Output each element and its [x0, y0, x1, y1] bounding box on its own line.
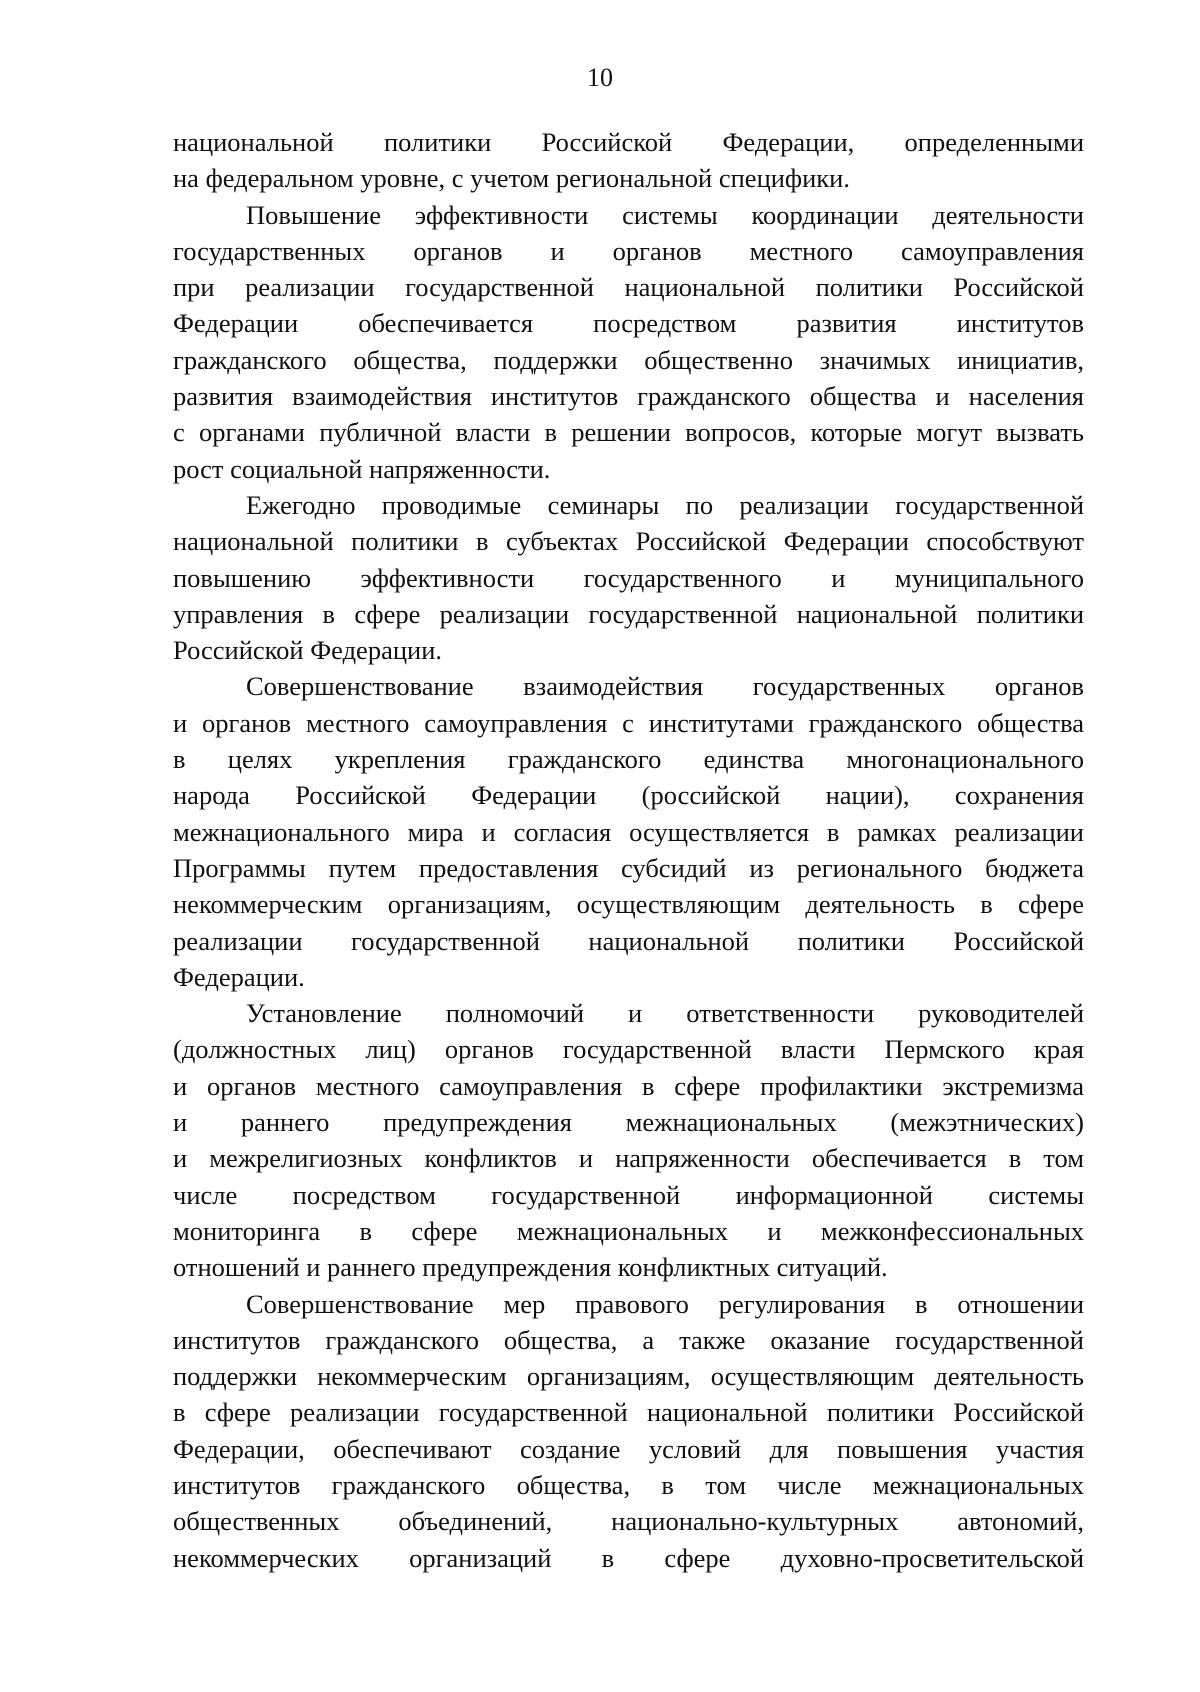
- text-line: реализации государственной национальной политики Российской: [173, 925, 1084, 956]
- document-body: [173, 124, 1084, 1576]
- text-line: Повышение эффективности системы координации деятельности: [246, 199, 1084, 230]
- page-number: 10: [587, 63, 613, 92]
- text-line: (должностных лиц) органов государственной власти Пермского края: [173, 1034, 1084, 1065]
- text-line: отношений и раннего предупреждения конфликтных ситуаций.: [173, 1252, 888, 1283]
- text-line: институтов гражданского общества, а также оказание государственной: [173, 1324, 1084, 1355]
- text-line: развития взаимодействия институтов гражданского общества и населения: [173, 381, 1084, 412]
- paragraph: [173, 995, 1084, 1285]
- text-line: Установление полномочий и ответственности руководителей: [246, 998, 1084, 1029]
- text-line: Совершенствование взаимодействия государственных органов: [246, 671, 1084, 702]
- text-line: некоммерческих организаций в сфере духовно-просветительской: [173, 1542, 1084, 1573]
- text-line: Совершенствование мер правового регулирования в отношении: [246, 1288, 1084, 1319]
- paragraph: [173, 197, 1084, 487]
- text-line: национальной политики в субъектах Российской Федерации способствуют: [173, 526, 1084, 557]
- text-line: управления в сфере реализации государственной национальной политики: [173, 598, 1084, 629]
- text-line: рост социальной напряженности.: [173, 453, 551, 484]
- paragraph: [173, 124, 1084, 197]
- paragraph: [173, 1286, 1084, 1576]
- text-line: и органов местного самоуправления с институтами гражданского общества: [173, 707, 1084, 738]
- text-line: с органами публичной власти в решении вопросов, которые могут вызвать: [173, 417, 1084, 448]
- text-line: поддержки некоммерческим организациям, осуществляющим деятельность: [173, 1361, 1084, 1392]
- text-line: Федерации, обеспечивают создание условий для повышения участия: [173, 1433, 1084, 1464]
- text-line: народа Российской Федерации (российской нации), сохранения: [173, 780, 1084, 811]
- text-line: в сфере реализации государственной национальной политики Российской: [173, 1397, 1084, 1428]
- text-line: национальной политики Российской Федерации, определенными: [173, 127, 1084, 157]
- text-line: Программы путем предоставления субсидий из регионального бюджета: [173, 852, 1084, 883]
- text-line: межнационального мира и согласия осуществляется в рамках реализации: [173, 816, 1084, 847]
- text-line: в целях укрепления гражданского единства многонационального: [173, 744, 1084, 775]
- text-line: Федерации обеспечивается посредством развития институтов: [173, 308, 1084, 339]
- text-line: на федеральном уровне, с учетом региональной специфики.: [173, 163, 850, 194]
- paragraph: [173, 487, 1084, 668]
- text-line: гражданского общества, поддержки общественно значимых инициатив,: [173, 344, 1084, 375]
- text-line: и органов местного самоуправления в сфере профилактики экстремизма: [173, 1070, 1084, 1101]
- text-line: Федерации.: [173, 961, 305, 992]
- text-line: числе посредством государственной информационной системы: [173, 1179, 1084, 1210]
- text-line: общественных объединений, национально-культурных автономий,: [173, 1506, 1084, 1537]
- text-line: государственных органов и органов местного самоуправления: [173, 235, 1084, 266]
- text-line: Ежегодно проводимые семинары по реализации государственной: [246, 489, 1084, 520]
- text-line: Российской Федерации.: [173, 635, 442, 666]
- text-line: некоммерческим организациям, осуществляющим деятельность в сфере: [173, 889, 1084, 920]
- text-line: и раннего предупреждения межнациональных (межэтнических): [173, 1107, 1084, 1138]
- text-line: мониторинга в сфере межнациональных и межконфессиональных: [173, 1215, 1084, 1246]
- text-line: институтов гражданского общества, в том числе межнациональных: [173, 1469, 1084, 1500]
- text-line: и межрелигиозных конфликтов и напряженности обеспечивается в том: [173, 1143, 1084, 1174]
- paragraph: [173, 668, 1084, 995]
- text-line: при реализации государственной национальной политики Российской: [173, 272, 1084, 303]
- text-line: повышению эффективности государственного и муниципального: [173, 562, 1084, 593]
